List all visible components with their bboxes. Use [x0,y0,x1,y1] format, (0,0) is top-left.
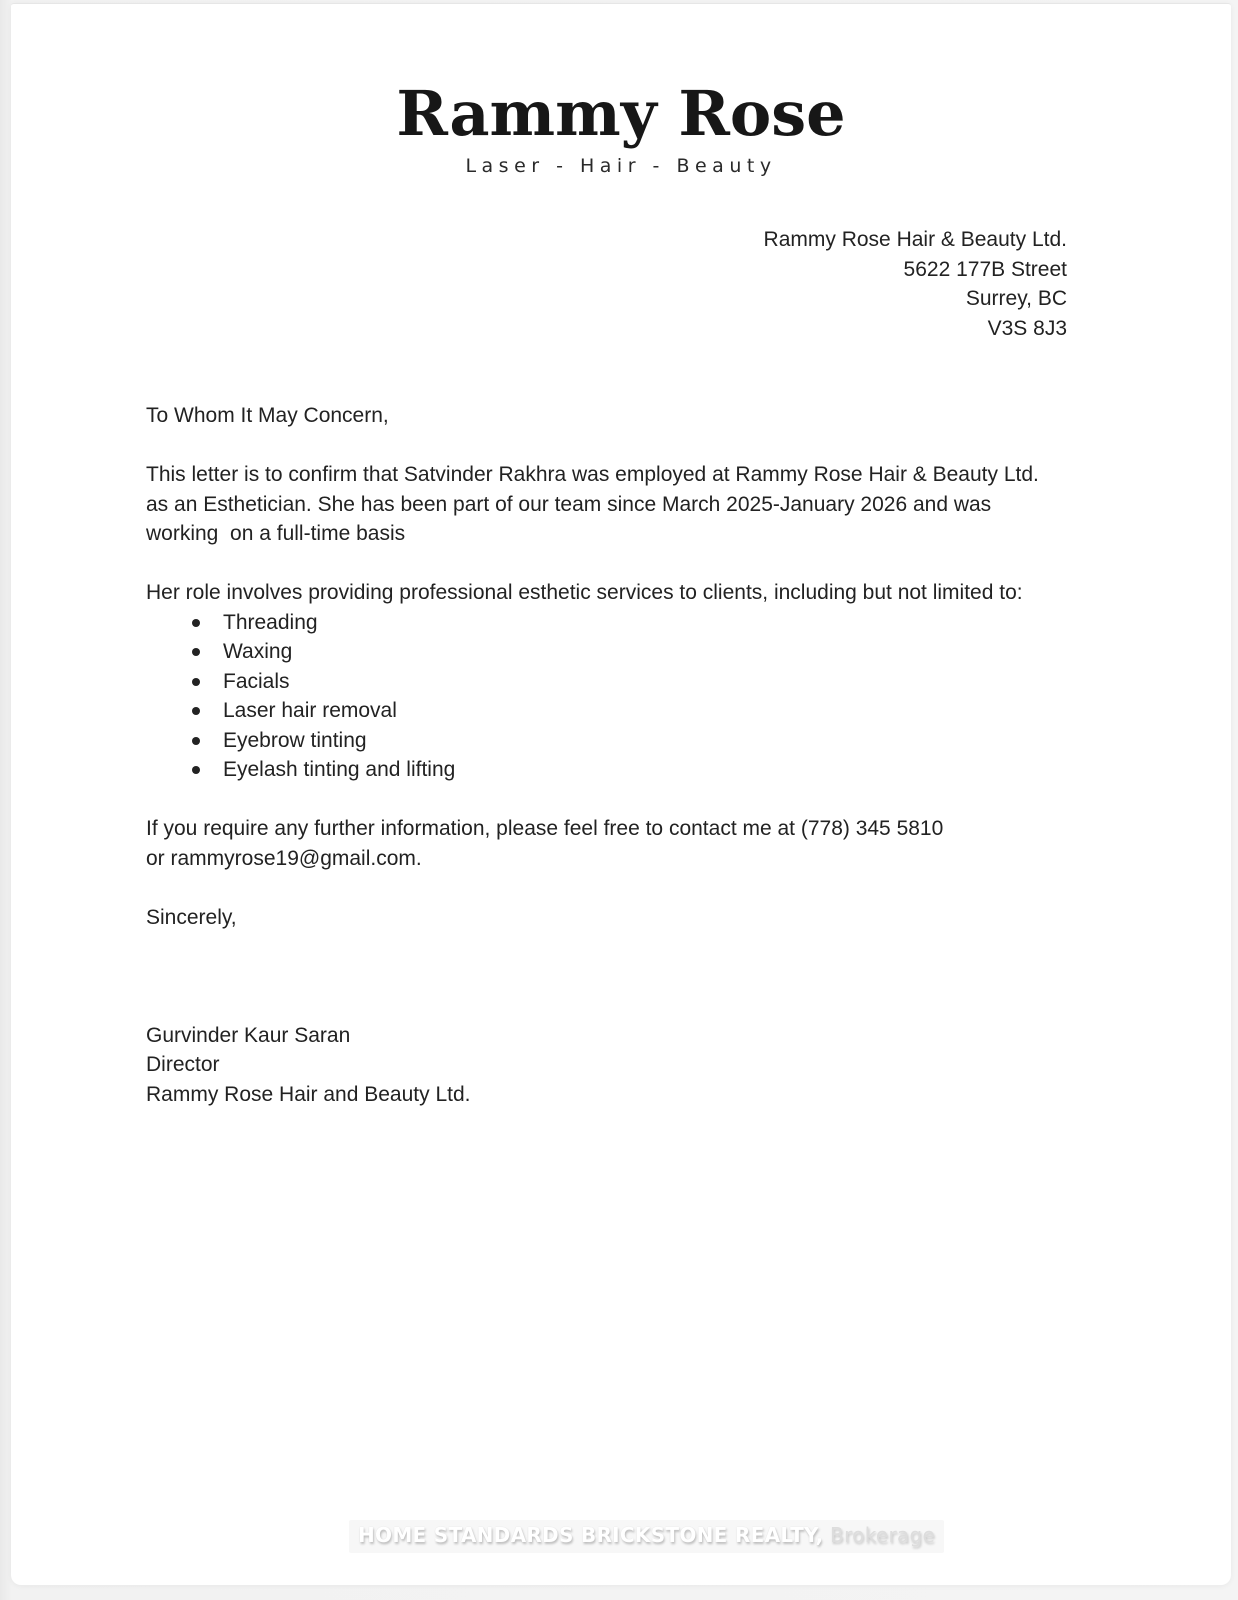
watermark-realty-text: HOME STANDARDS BRICKSTONE REALTY, [358,1523,824,1547]
brokerage-watermark [349,1520,944,1553]
salutation: To Whom It May Concern, [146,404,389,427]
employment-line-2: as an Esthetician. She has been part of our team since March 2025-January 2026 and was [146,492,992,516]
service-item-laser-hair-removal: Laser hair removal [146,696,1156,726]
service-item-eyebrow-tinting: Eyebrow tinting [146,726,1156,756]
service-item-facials: Facials [146,667,1156,697]
address-line-postal: V3S 8J3 [987,316,1067,340]
watermark-brokerage-text: Brokerage [823,1523,936,1547]
closing: Sincerely, [146,905,237,929]
brand-tagline: Laser - Hair - Beauty [465,155,777,177]
brand-name: Rammy Rose [396,77,846,150]
contact-line-phone: If you require any further information, please feel free to contact me at (778) 345 5810 [146,817,944,840]
address-line-city: Surrey, BC [965,287,1067,310]
employment-paragraph [146,460,1156,549]
signatory-title: Director [146,1053,220,1076]
sender-address-block [764,225,1067,343]
contact-paragraph [146,814,1156,873]
contact-line-email: or rammyrose19@gmail.com. [146,846,422,870]
address-line-company: Rammy Rose Hair & Beauty Ltd. [763,228,1067,251]
service-item-eyelash-tinting: Eyelash tinting and lifting [146,755,1156,785]
service-item-waxing: Waxing [146,637,1156,667]
signatory-name: Gurvinder Kaur Saran [146,1023,351,1047]
service-item-threading: Threading [146,608,1156,638]
letter-body [146,401,1156,1109]
signatory-company: Rammy Rose Hair and Beauty Ltd. [146,1082,471,1106]
signature-block [146,1021,1156,1110]
employment-line-3: working on a full-time basis [146,522,406,545]
letter-page [11,3,1231,1585]
letterhead [11,4,1231,177]
role-intro: Her role involves providing professional esthetic services to clients, including but not limited to: [146,581,1023,604]
address-line-street: 5622 177B Street [903,257,1067,281]
employment-line-1: This letter is to confirm that Satvinder Rakhra was employed at Rammy Rose Hair & Beauty Ltd. [146,463,1039,486]
services-list [146,608,1156,785]
